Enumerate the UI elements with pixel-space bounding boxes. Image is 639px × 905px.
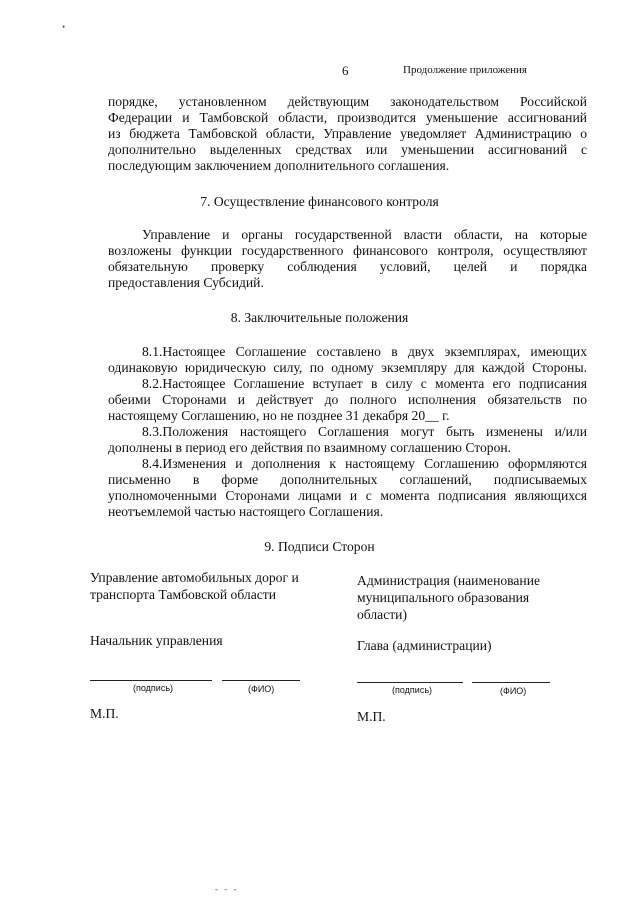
- continuation-label: Продолжение приложения: [403, 64, 527, 76]
- text-line: 8.3.Положения настоящего Соглашения могут быть изменены и/или: [142, 424, 587, 439]
- section-9-title: 9. Подписи Сторон: [264, 539, 375, 554]
- left-signature-line: [90, 680, 212, 681]
- text-line: Федерации и Тамбовской области, производится уменьшение ассигнований: [108, 110, 587, 125]
- left-stamp-mark: М.П.: [90, 706, 119, 721]
- right-stamp-mark: М.П.: [357, 709, 386, 724]
- section-8-title: 8. Заключительные положения: [230, 310, 409, 325]
- right-org-line: области): [357, 607, 407, 622]
- right-position: Глава (администрации): [357, 638, 492, 653]
- right-signature-caption: (подпись): [392, 685, 433, 695]
- right-org-line: Администрация (наименование: [357, 573, 541, 588]
- right-name-caption: (ФИО): [500, 686, 527, 696]
- text-line: 8.4.Изменения и дополнения к настоящему Соглашению оформляются: [142, 456, 587, 471]
- left-signature-caption: (подпись): [133, 683, 174, 693]
- right-org-line: муниципального образования: [357, 590, 530, 605]
- text-line: порядке, установленном действующим законодательством Российской: [108, 94, 587, 109]
- text-line: последующим заключением дополнительного соглашения.: [108, 158, 450, 173]
- text-line: уполномоченными Сторонами лицами и с момента подписания являющихся: [108, 488, 587, 503]
- text-line: одинаковую юридическую силу, по одному экземпляру для каждой Стороны.: [108, 360, 587, 375]
- left-org-line: транспорта Тамбовской области: [90, 587, 276, 602]
- section-7-title: 7. Осуществление финансового контроля: [200, 194, 439, 209]
- left-position: Начальник управления: [90, 633, 223, 648]
- text-line: настоящему Соглашению, но не позднее 31 декабря 20__ г.: [108, 408, 450, 423]
- right-signatory-org: [357, 572, 540, 623]
- page-number: 6: [342, 63, 349, 78]
- left-name-caption: (ФИО): [248, 684, 275, 694]
- right-signature-line: [357, 682, 463, 683]
- left-org-line: Управление автомобильных дорог и: [90, 570, 299, 585]
- text-line: возложены функции государственного финансового контроля, осуществляют: [108, 243, 587, 258]
- text-line: предоставления Субсидий.: [108, 275, 264, 290]
- text-line: неотъемлемой частью настоящего Соглашения.: [108, 504, 384, 519]
- text-line: из бюджета Тамбовской области, Управление уведомляет Администрацию о: [108, 126, 587, 141]
- scan-edge-mark: - - -: [215, 884, 239, 894]
- left-name-line: [222, 680, 300, 681]
- scan-speck-mark: •: [62, 22, 66, 32]
- left-signatory-org: [90, 569, 299, 603]
- text-line: 8.1.Настоящее Соглашение составлено в двух экземплярах, имеющих: [142, 344, 587, 359]
- right-name-line: [472, 682, 550, 683]
- text-line: дополнены в период его действия по взаимному соглашению Сторон.: [108, 440, 512, 455]
- text-line: обязательную проверку соблюдения условий, целей и порядка: [108, 259, 587, 274]
- text-line: письменно в форме дополнительных соглашений, подписываемых: [108, 472, 587, 487]
- text-line: обеими Сторонами и действует до полного исполнения обязательств по: [108, 392, 587, 407]
- text-line: Управление и органы государственной власти области, на которые: [142, 227, 587, 242]
- text-line: дополнительно выделенных средствах или уменьшении ассигнований с: [108, 142, 587, 157]
- text-line: 8.2.Настоящее Соглашение вступает в силу с момента его подписания: [142, 376, 587, 391]
